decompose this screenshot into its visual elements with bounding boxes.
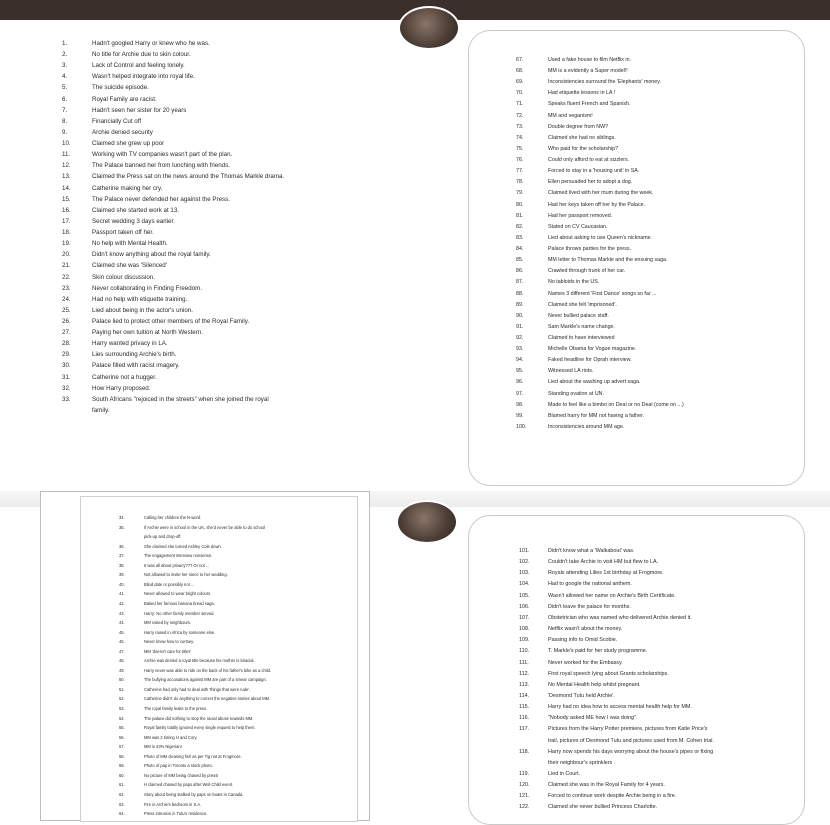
item-number: 11. [62,151,71,159]
item-number: 50. [119,677,125,683]
item-number: 52. [119,696,125,702]
item-text: The engagement interview nonsense. [144,553,213,559]
item-text: No tabloids in the US. [548,279,600,286]
item-number: 25. [62,306,71,314]
item-text: "Nobody asked ME how I was doing". [548,715,638,722]
item-number: 73. [516,123,524,130]
item-text: Paying her own tuition at North Western. [92,329,203,337]
item-number: 87. [516,279,524,286]
avatar [398,6,460,50]
item-text: Blamed harry for MM not having a father. [548,412,644,419]
item-number: 74. [516,134,524,141]
item-text: Harry had no idea how to access mental health help for MM. [548,704,692,711]
item-number: 104. [519,581,530,588]
item-number: 77. [516,168,524,175]
item-text: Used a fake house to film Netflix in. [548,57,632,63]
item-number: 92. [516,335,524,341]
item-text: Claimed she had no siblings. [548,134,616,141]
item-text: Never collaborating in Finding Freedom. [92,284,203,292]
item-number: 36. [119,543,125,549]
item-text: Lied about the washing up advert saga. [548,379,641,386]
item-number: 70. [516,90,524,97]
item-number: 19. [62,240,71,248]
item-number: 55. [119,725,125,731]
item-text: Catherine not a hugger. [92,373,157,381]
item-text: Who paid for the scholarship? [548,145,619,152]
item-number: 1. [62,40,68,47]
item-text: Wasn't helped integrate into royal life. [92,73,195,81]
item-text: Passing info to Omid Scobie. [548,637,618,644]
item-number: 79. [516,190,524,197]
item-text: Claimed the Press sat on the news around the Thomas Markle drama. [92,173,285,181]
item-number: 83. [516,234,524,241]
item-text: Obstetrician who was named who delivered Archie denied it. [548,614,692,621]
item-text: Story about being stalked by paps on boats in Canada. [144,791,244,797]
item-number: 61. [119,782,125,788]
item-number: 51. [119,686,125,692]
item-number: 103. [519,570,530,577]
item-number: 72. [516,112,524,119]
item-text: The bullying accusations against MM are part of a smear campaign. [144,677,267,683]
item-number: 14. [62,184,71,192]
item-number: 37. [119,553,125,559]
item-text: their neighbour's sprinklers . [548,759,616,766]
item-number: 31. [62,373,71,381]
item-text: Lack of Control and feeling lonely. [92,62,185,70]
item-number: 99. [516,412,524,419]
item-text: Archie denied security [92,128,153,136]
item-text: Inconsistencies surround the 'Elephants' money. [548,79,661,86]
item-text: Claimed she was 'Silenced' [92,262,167,270]
item-text: Lied about being in the actor's union. [92,306,193,314]
item-text: Sam Markle's name change. [548,323,615,330]
item-text: Netflix wasn't about the money. [548,626,623,633]
item-text: If Archie were in school in the UK, she'd never be able to do school [144,524,266,530]
item-number: 13. [62,173,71,181]
item-number: 38. [119,562,125,568]
item-number: 43. [119,610,125,616]
item-number: 90. [516,312,524,319]
item-text: South Africans "rejoiced in the streets" when she joined the royal [92,395,269,403]
item-text: Photo of pap in Toronto a stock photo. [144,763,213,769]
item-text: trail, pictures of Desmond Tutu and pictures used from M. Cohen trial. [548,737,714,744]
item-number: 7. [62,106,68,114]
item-number: 5. [62,84,68,92]
item-number: 23. [62,284,71,292]
item-number: 63. [119,801,125,807]
item-text: Palace lied to protect other members of the Royal Family. [92,318,250,325]
item-text: Claimed she grew up poor [92,140,165,148]
item-number: 100. [516,423,527,430]
item-number: 54. [119,715,125,721]
item-text: Hadn't googled Harry or knew who he was. [92,40,210,47]
item-text: Never allowed to wear bright colours. [144,591,212,597]
item-number: 22. [62,273,71,281]
item-number: 71. [516,101,524,108]
item-text: Couldn't take Archie to visit HM but flew to LA. [548,559,659,566]
item-text: Secret wedding 3 days earlier. [92,217,175,225]
item-text: Claimed lived with her mum during the week. [548,190,654,197]
item-text: Claimed to have interviewed [548,335,615,341]
item-text: Forced to continue work despite Archie being in a fire. [548,793,677,800]
item-text: Had no help with etiquette training. [92,295,188,303]
item-text: The Palace banned her from lunching with friends. [92,162,230,170]
item-text: Ellen persuaded her to adopt a dog. [548,179,633,186]
item-text: Could only afford to eat at sizzlers. [548,157,630,164]
item-number: 76. [516,157,524,164]
item-number: 42. [119,600,125,606]
item-number: 40. [119,581,125,587]
item-number: 89. [516,301,524,308]
item-number: 2. [62,51,68,59]
item-text: Not allowed to invite her niece to her wedding. [144,572,228,578]
item-number: 3. [62,62,68,70]
item-text: Didn't know what a 'Walkabout' was. [548,548,635,554]
item-number: 15. [62,195,71,203]
item-number: 114. [519,692,530,699]
item-text: Made to feel like a bimbo on Deal or no Deal (come on ...) [548,401,684,408]
item-text: Hadn't seen her sister for 20 years [92,106,187,114]
item-text: Inconsistencies around MM age. [548,423,625,430]
item-number: 10. [62,140,71,148]
item-text: Passport taken off her. [92,229,154,237]
item-text: Harry wanted privacy in LA. [92,340,168,348]
item-text: Michelle Obama for Vogue magazine. [548,346,637,353]
item-text: Speaks fluent French and Spanish. [548,101,631,108]
item-text: family. [92,406,110,414]
item-number: 85. [516,257,524,264]
item-text: No help with Mental Health. [92,240,168,248]
item-text: Harry: No other family member served. [144,610,215,616]
item-text: It was all about privacy??? Or not ... [144,562,210,568]
item-text: Wasn't allowed her name on Archie's Birth Certificate. [548,592,676,599]
item-text: She claimed she turned Ashley Cole down. [144,543,222,549]
item-number: 67. [516,57,524,63]
item-text: The royal family leaks to the press. [144,706,208,711]
item-number: 121. [519,793,530,800]
item-number: 8. [62,117,68,125]
item-text: Press intrusion in Tutu's residence. [144,811,208,817]
item-text: The suicide episode. [92,84,149,92]
item-text: Skin colour discussion. [92,273,155,281]
item-number: 44. [119,620,125,626]
item-number: 105. [519,592,530,599]
item-text: Had her passport removed. [548,212,613,219]
item-number: 119. [519,771,530,777]
item-text: MM was 2 timing H and Cory. [144,734,198,740]
item-text: Crawled through trunk of her car. [548,268,626,275]
item-number: 78. [516,179,524,186]
item-number: 12. [62,162,71,170]
item-number: 30. [62,362,71,370]
item-text: Working with TV companies wasn't part of the plan. [92,151,233,159]
item-number: 108. [519,626,530,633]
item-number: 62. [119,791,125,797]
item-number: 93. [516,346,524,353]
item-number: 48. [119,658,125,664]
item-number: 101. [519,548,530,554]
item-number: 82. [516,223,524,230]
item-text: MM letter to Thomas Markle and the ensuing saga. [548,257,668,264]
item-number: 88. [516,290,524,297]
item-text: Catherine making her cry. [92,184,163,192]
item-number: 20. [62,251,71,259]
item-number: 75. [516,145,524,152]
item-number: 18. [62,229,71,237]
item-text: Pictures from the Harry Potter premiere, pictures from Katie Price's [548,726,708,733]
item-text: Claimed she was in the Royal Family for 4 years. [548,782,665,789]
item-text: Never bullied palace staff. [548,312,609,319]
item-number: 33. [62,395,71,403]
item-text: Had to google the national anthem. [548,581,632,588]
item-text: Didn't know anything about the royal family. [92,251,211,259]
item-text: No Mental Health help whilst pregnant. [548,681,641,688]
item-text: Baked her famous banana bread saga. [144,600,215,606]
item-number: 56. [119,734,125,740]
item-text: The Palace never defended her against the Press. [92,195,230,203]
item-text: Palace filled with racist imagery. [92,362,180,370]
item-text: Never worked for the Embassy. [548,659,623,666]
item-number: 115. [519,704,530,711]
item-text: Harry never was able to ride on the back of his father's bike as a child. [144,667,272,673]
item-text: Photo of MM cleaning fish as per Tig not at Frogmore. [144,753,242,759]
item-text: Royals attending Lilies 1st birthday at Frogmore. [548,570,664,577]
item-text: How Harry proposed. [92,384,151,392]
item-text: T. Markle's paid for her study programme. [548,648,648,655]
item-number: 53. [119,706,125,711]
item-text: Standing ovation at UN. [548,390,604,397]
item-text: Claimed she felt 'imprisoned'. [548,301,617,308]
item-text: H claimed chased by paps after Well Child event. [144,782,234,788]
item-number: 60. [119,772,125,778]
item-text: Lied about asking to use Queen's nickname. [548,234,653,241]
item-number: 113. [519,681,530,688]
item-text: Had etiquette lessons in LA ! [548,90,616,97]
item-text: Lies surrounding Archie's birth. [92,351,177,359]
item-text: Harry now spends his days worrying about the house's pipes or fixing [548,748,714,755]
item-number: 122. [519,804,530,811]
item-number: 64. [119,811,125,817]
item-text: MM is a evidently a Super model!! [548,68,628,75]
item-number: 112. [519,670,530,677]
item-text: Forced to stay in a 'housing unit' in SA. [548,168,640,175]
item-number: 116. [519,715,530,722]
item-number: 84. [516,246,524,253]
item-text: 'Desmond Tutu held Archie'. [548,692,615,699]
item-number: 6. [62,95,68,103]
item-text: MM is 43% Nigerian! [144,744,182,750]
item-number: 59. [119,763,125,769]
item-text: Claimed she started work at 13. [92,206,180,214]
item-number: 107. [519,614,530,621]
item-text: MM and veganism! [548,112,593,119]
item-number: 58. [119,753,125,759]
item-text: Faked headline for Oprah interview. [548,357,632,364]
item-number: 117. [519,726,530,733]
item-text: Stated on CV Caucasian. [548,223,608,230]
item-number: 45. [119,629,125,635]
item-text: First royal speech lying about Grants scholarships. [548,670,669,677]
item-text: Lied in Court. [548,771,581,777]
item-number: 69. [516,79,524,86]
item-text: Names 3 different 'First Dance' songs so far ... [548,290,657,297]
item-text: Fire in Archie's bedroom in S.A. [144,801,202,807]
item-text: MM raised by neighbours. [144,620,192,626]
item-number: 32. [62,384,71,392]
item-number: 49. [119,667,125,673]
item-number: 27. [62,329,71,337]
item-text: Palace throws parties for the press. [548,246,632,253]
avatar [396,500,458,544]
item-number: 16. [62,206,71,214]
item-number: 102. [519,559,530,566]
item-number: 26. [62,318,71,325]
item-number: 29. [62,351,71,359]
item-text: pick-up and drop-off. [144,534,182,540]
item-text: Blind date or possibly not ... [144,581,195,587]
item-number: 17. [62,217,71,225]
item-number: 98. [516,401,524,408]
item-number: 96. [516,379,524,386]
item-number: 118. [519,748,530,755]
item-number: 21. [62,262,71,270]
item-text: The palace did nothing to stop the racial abuse towards MM. [144,715,254,721]
item-number: 39. [119,572,125,578]
item-number: 9. [62,128,68,136]
item-number: 94. [516,357,524,364]
item-number: 68. [516,68,524,75]
item-number: 24. [62,295,71,303]
item-text: Didn't leave the palace for months. [548,603,631,610]
item-text: No title for Archie due to skin colour. [92,51,191,59]
item-number: 106. [519,603,530,610]
item-number: 41. [119,591,125,597]
item-number: 120. [519,782,530,789]
item-number: 80. [516,201,524,208]
item-text: Claimed she never bullied Princess Charlotte. [548,804,658,811]
item-text: Royal family totally ignored every single request to help them. [144,725,256,731]
item-text: Had her keys taken off her by the Palace. [548,201,646,208]
item-number: 28. [62,340,71,348]
item-number: 110. [519,648,530,655]
item-number: 35. [119,524,125,530]
item-text: MM 'doesn't care for titles' [144,648,192,654]
item-text: Royal Family are racist. [92,95,157,103]
item-number: 46. [119,639,125,645]
item-number: 111. [519,659,529,666]
item-number: 109. [519,637,530,644]
item-number: 81. [516,212,524,219]
item-number: 91. [516,323,524,330]
item-text: Double degree from NW? [548,123,609,130]
item-text: No picture of MM being chased by press! [144,772,219,778]
item-number: 34. [119,515,125,520]
item-number: 95. [516,368,524,375]
item-text: Calling her children the N-word. [144,515,202,520]
item-number: 4. [62,73,68,81]
item-text: Harry raised in Africa by someone else. [144,629,216,635]
item-number: 47. [119,648,125,654]
item-text: Never knew how to curtsey. [144,639,194,645]
item-number: 86. [516,268,524,275]
item-number: 97. [516,390,524,397]
item-number: 57. [119,744,125,750]
item-text: Catherine had only had to deal with 'things that were rude'. [144,686,251,692]
item-text: Witnessed LA riots. [548,368,594,375]
item-text: Archie was denied a royal title because his mother is biracial. [144,658,255,664]
item-text: Financially Cut off [92,117,142,125]
item-text: Catherine didn't do anything to correct the negative stories about MM. [144,696,271,702]
